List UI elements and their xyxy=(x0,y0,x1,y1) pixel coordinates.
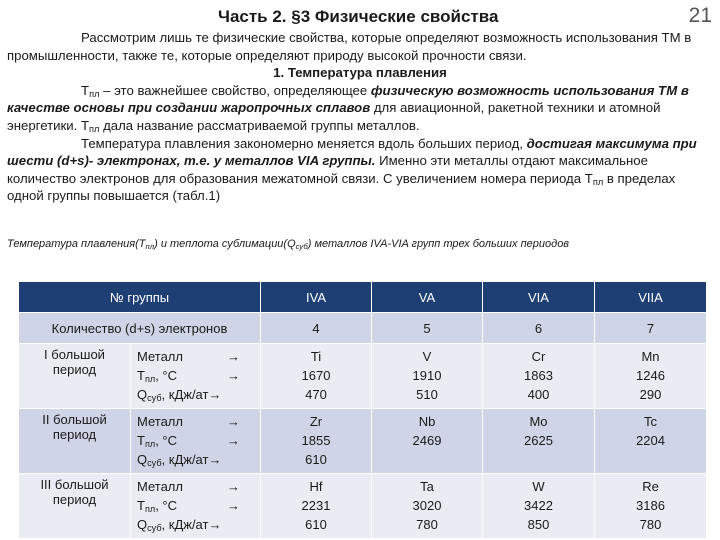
table-cell: Nb 2469 xyxy=(372,409,483,474)
period-row xyxy=(19,409,707,474)
period-label: I большой период xyxy=(19,344,131,409)
property-labels: Металл → $T_{пл}$, °C → $Q_{суб}$, кДж/ат→ xyxy=(131,409,261,474)
property-labels: Металл → $T_{пл}$, °C → $Q_{суб}$, кДж/ат→ xyxy=(131,344,261,409)
header-cell: VIA xyxy=(483,282,595,313)
table-cell: Hf 2231 610 xyxy=(261,474,372,539)
header-cell: № группы xyxy=(19,282,261,313)
electron-count-row xyxy=(19,313,707,344)
intro-paragraph: Рассмотрим лишь те физические свойства, которые определяют возможность использования ТМ в промышленности, также те, которые определяют природу высокой прочности связи. xyxy=(7,30,692,63)
table-cell: 5 xyxy=(372,313,483,344)
slide-header xyxy=(0,4,720,30)
table-cell: Cr 1863 400 xyxy=(483,344,595,409)
row-label: Количество (d+s) электронов xyxy=(19,313,261,344)
header-cell: IVA xyxy=(261,282,372,313)
table-cell: 7 xyxy=(595,313,707,344)
table-caption: Температура $плавления(T_{пл})$ и теплота $сублимации(Q_{суб})$ металлов IVA-VIA групп трех больших периодов xyxy=(7,238,570,251)
period-row xyxy=(19,344,707,409)
period-label: II большой период xyxy=(19,409,131,474)
table-cell: Ta 3020 780 xyxy=(372,474,483,539)
table-cell: V 1910 510 xyxy=(372,344,483,409)
table-cell: Zr 1855 610 xyxy=(261,409,372,474)
properties-table xyxy=(18,281,707,539)
table-cell: W 3422 850 xyxy=(483,474,595,539)
body-text xyxy=(7,29,713,205)
table-cell: Mn 1246 290 xyxy=(595,344,707,409)
table-cell: Ti 1670 470 xyxy=(261,344,372,409)
property-labels: Металл → $T_{пл}$, °C → $Q_{суб}$, кДж/ат→ xyxy=(131,474,261,539)
slide-title: Часть 2. §3 Физические свойства xyxy=(218,7,499,26)
table-cell: 6 xyxy=(483,313,595,344)
header-cell: VIIA xyxy=(595,282,707,313)
table-cell: Tc 2204 xyxy=(595,409,707,474)
table-cell: Re 3186 780 xyxy=(595,474,707,539)
section-heading: 1. Температура плавления xyxy=(273,65,447,81)
period-row xyxy=(19,474,707,539)
page-number: 21 xyxy=(688,4,712,27)
table-cell: 4 xyxy=(261,313,372,344)
trend-paragraph: Температура плавления закономерно меняется вдоль больших период, достигая максимума при шести (d+s)- электронах, т.е. у металлов VIA группы. Именно эти металлы отдают максимальное количество электронов для образования межатомной связи. С увеличением номера периода $T_{пл}$ в пределах одной группы повышается (табл.1) xyxy=(7,135,697,204)
header-cell: VA xyxy=(372,282,483,313)
table-header-row xyxy=(19,282,707,313)
melting-paragraph: $T_{пл}$ – это важнейшее свойство, определяющее физическую возможность использования ТМ в качестве основы при создании жаропрочных сплавов для авиационной, ракетной техники и атомной энергетики. $T_{пл}$ дала название рассматриваемой группы металлов. xyxy=(7,82,689,134)
period-label: III большой период xyxy=(19,474,131,539)
table-cell: Mo 2625 xyxy=(483,409,595,474)
